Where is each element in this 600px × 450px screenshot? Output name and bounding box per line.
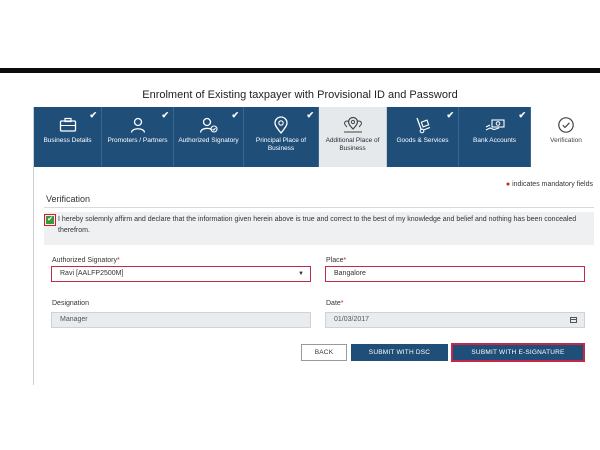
back-button[interactable]: BACK: [301, 344, 347, 361]
step-business-details[interactable]: [34, 107, 102, 167]
section-divider: [44, 207, 594, 208]
designation-value: Manager: [60, 316, 88, 323]
step-label: Promoters / Partners: [107, 137, 168, 144]
check-mark-icon: ✔: [161, 110, 169, 120]
step-label: Principal Place of Business: [255, 137, 307, 152]
section-title: Verification: [46, 194, 91, 204]
step-label: Business Details: [43, 137, 92, 144]
check-mark-icon: ✔: [89, 110, 97, 120]
step-label: Authorized Signatory: [178, 137, 239, 144]
step-label: Goods & Services: [396, 137, 449, 144]
money-icon: [484, 116, 506, 134]
check-mark-icon: ✔: [306, 110, 314, 120]
check-mark-icon: ✔: [518, 110, 526, 120]
designation-label: Designation: [52, 300, 89, 307]
step-additional-place[interactable]: [319, 107, 387, 167]
bottom-area: [0, 385, 600, 450]
place-label-text: Place: [326, 257, 344, 264]
submit-with-dsc-button[interactable]: SUBMIT WITH DSC: [351, 344, 448, 361]
step-principal-place[interactable]: [244, 107, 319, 167]
dropdown-caret-icon: ▼: [298, 271, 304, 277]
person-check-icon: [199, 116, 219, 134]
person-icon: [129, 116, 147, 134]
mandatory-note-text: indicates mandatory fields: [512, 181, 593, 188]
required-dot-icon: ●: [505, 181, 511, 188]
date-field[interactable]: [325, 312, 585, 328]
step-label: Verification: [550, 137, 582, 144]
map-pins-icon: [342, 116, 364, 134]
location-pin-icon: [273, 116, 289, 134]
authorized-signatory-label-text: Authorized Signatory: [52, 257, 117, 264]
submit-with-esignature-button[interactable]: SUBMIT WITH E-SIGNATURE: [451, 343, 585, 362]
declaration-text: I hereby solemnly affirm and declare that the information given herein above is true and correct to the best of my knowledge and belief and nothing has been concealed therefrom.: [58, 216, 577, 234]
check-mark-icon: ✔: [446, 110, 454, 120]
step-label: Bank Accounts: [473, 137, 516, 144]
check-circle-icon: [557, 116, 575, 134]
step-promoters-partners[interactable]: [102, 107, 174, 167]
required-mark: *: [340, 300, 344, 307]
place-input[interactable]: [325, 266, 585, 282]
calendar-icon[interactable]: [570, 317, 577, 323]
authorized-signatory-label: [52, 257, 120, 264]
step-goods-services[interactable]: [387, 107, 459, 167]
enrolment-panel: [33, 107, 600, 385]
place-label: [326, 257, 346, 264]
declaration-checkbox[interactable]: [44, 214, 56, 226]
step-bank-accounts[interactable]: [459, 107, 531, 167]
required-mark: *: [343, 257, 347, 264]
top-area: [0, 0, 600, 72]
authorized-signatory-select[interactable]: [51, 266, 311, 282]
mandatory-note: [506, 181, 593, 188]
progress-steps: [34, 107, 600, 167]
required-mark: *: [116, 257, 120, 264]
briefcase-icon: [59, 116, 77, 134]
place-value: Bangalore: [334, 270, 366, 277]
check-mark-icon: ✔: [231, 110, 239, 120]
checkmark-icon: ✔: [47, 216, 53, 223]
step-verification[interactable]: [531, 107, 600, 167]
date-value: 01/03/2017: [334, 316, 370, 323]
designation-field: [51, 312, 311, 328]
step-label: Additional Place of Business: [325, 137, 380, 152]
header-divider: [0, 68, 600, 73]
date-label: [326, 300, 344, 307]
authorized-signatory-value: Ravi [AALFP2500M]: [60, 270, 124, 277]
hand-truck-icon: [414, 116, 432, 134]
page-title: Enrolment of Existing taxpayer with Provisional ID and Password: [142, 89, 458, 101]
date-label-text: Date: [326, 300, 341, 307]
step-authorized-signatory[interactable]: [174, 107, 244, 167]
